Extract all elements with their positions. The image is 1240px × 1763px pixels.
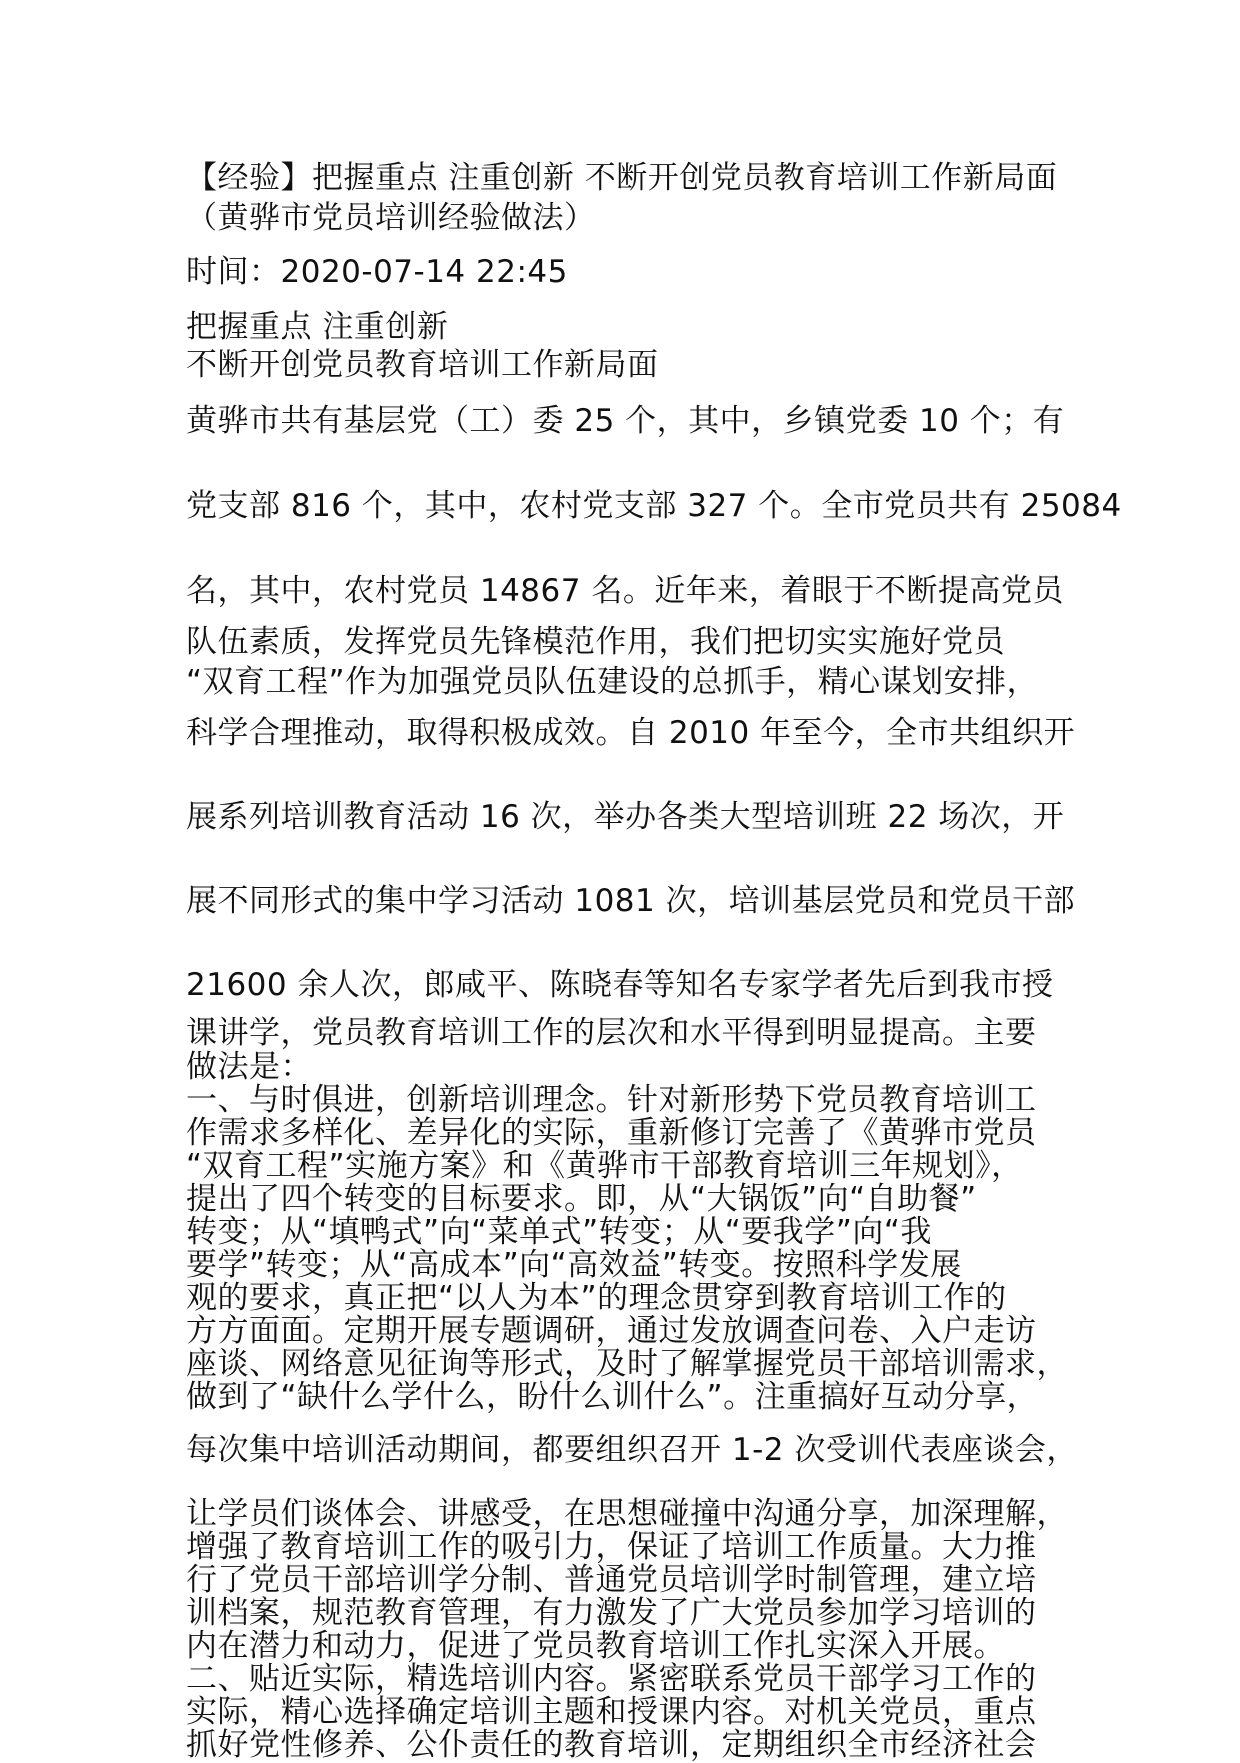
article-subtitle bbox=[186, 308, 1056, 384]
paragraph-line: 训档案，规范教育管理，有力激发了广大党员参加学习培训的 bbox=[186, 1595, 1037, 1631]
paragraph-line: 转变；从“填鸭式”向“菜单式”转变；从“要我学”向“我 bbox=[186, 1214, 932, 1250]
title-line: （黄骅市党员培训经验做法） bbox=[186, 200, 596, 236]
paragraph-line: 队伍素质，发挥党员先锋模范作用，我们把切实实施好党员 bbox=[186, 624, 1005, 660]
subtitle-line: 不断开创党员教育培训工作新局面 bbox=[186, 347, 659, 383]
paragraph-line: 课讲学，党员教育培训工作的层次和水平得到明显提高。主要 bbox=[186, 1015, 1037, 1051]
article-title bbox=[186, 158, 1056, 238]
intro-paragraph bbox=[186, 400, 1122, 1085]
paragraph-line: 抓好党性修养、公仆责任的教育培训，定期组织全市经济社会 bbox=[186, 1727, 1037, 1763]
paragraph-line: 提出了四个转变的目标要求。即，从“大锅饭”向“自助餐” bbox=[186, 1181, 977, 1217]
subtitle-line: 把握重点 注重创新 bbox=[186, 309, 449, 345]
paragraph-line: “双育工程”作为加强党员队伍建设的总抓手，精心谋划安排， bbox=[186, 664, 1039, 700]
paragraph-line: 增强了教育培训工作的吸引力，保证了培训工作质量。大力推 bbox=[186, 1529, 1037, 1565]
paragraph-line: 让学员们谈体会、讲感受，在思想碰撞中沟通分享，加深理解， bbox=[186, 1496, 1068, 1532]
paragraph-line: 座谈、网络意见征询等形式，及时了解掌握党员干部培训需求， bbox=[186, 1346, 1068, 1382]
paragraph-line: 展不同形式的集中学习活动 1081 次，培训基层党员和党员干部 bbox=[186, 883, 1076, 919]
title-line: 【经验】把握重点 注重创新 不断开创党员教育培训工作新局面 bbox=[186, 160, 1058, 196]
paragraph-line: 科学合理推动，取得积极成效。自 2010 年至今，全市共组织开 bbox=[186, 715, 1076, 751]
sections-body bbox=[186, 1082, 1078, 1763]
paragraph-line: 内在潜力和动力，促进了党员教育培训工作扎实深入开展。 bbox=[186, 1628, 1005, 1664]
paragraph-line: 要学”转变；从“高成本”向“高效益”转变。按照科学发展 bbox=[186, 1247, 962, 1283]
paragraph-line: 做到了“缺什么学什么，盼什么训什么”。注重搞好互动分享， bbox=[186, 1379, 1039, 1415]
section-heading-line: 二、贴近实际，精选培训内容。紧密联系党员干部学习工作的 bbox=[186, 1661, 1037, 1697]
paragraph-line: 黄骅市共有基层党（工）委 25 个，其中，乡镇党委 10 个；有 bbox=[186, 403, 1065, 439]
paragraph-line: 方方面面。定期开展专题调研，通过发放调查问卷、入户走访 bbox=[186, 1313, 1037, 1349]
paragraph-line: 做法是： bbox=[186, 1049, 312, 1085]
paragraph-line: 每次集中培训活动期间，都要组织召开 1-2 次受训代表座谈会， bbox=[186, 1432, 1078, 1468]
publish-time: 时间：2020-07-14 22:45 bbox=[186, 254, 568, 290]
paragraph-line: 展系列培训教育活动 16 次，举办各类大型培训班 22 场次，开 bbox=[186, 799, 1065, 835]
paragraph-line: 名，其中，农村党员 14867 名。近年来，着眼于不断提高党员 bbox=[186, 573, 1064, 609]
paragraph-line: “双育工程”实施方案》和《黄骅市干部教育培训三年规划》， bbox=[186, 1148, 1023, 1184]
paragraph-line: 实际，精心选择确定培训主题和授课内容。对机关党员，重点 bbox=[186, 1694, 1037, 1730]
paragraph-line: 党支部 816 个，其中，农村党支部 327 个。全市党员共有 25084 bbox=[186, 488, 1122, 524]
paragraph-line: 作需求多样化、差异化的实际，重新修订完善了《黄骅市党员 bbox=[186, 1115, 1037, 1151]
section-heading-line: 一、与时俱进，创新培训理念。针对新形势下党员教育培训工 bbox=[186, 1082, 1037, 1118]
paragraph-line: 行了党员干部培训学分制、普通党员培训学时制管理，建立培 bbox=[186, 1562, 1037, 1598]
paragraph-line: 观的要求，真正把“以人为本”的理念贯穿到教育培训工作的 bbox=[186, 1280, 1007, 1316]
paragraph-line: 21600 余人次，郎咸平、陈晓春等知名专家学者先后到我市授 bbox=[186, 967, 1054, 1003]
document-page bbox=[186, 158, 1122, 1763]
